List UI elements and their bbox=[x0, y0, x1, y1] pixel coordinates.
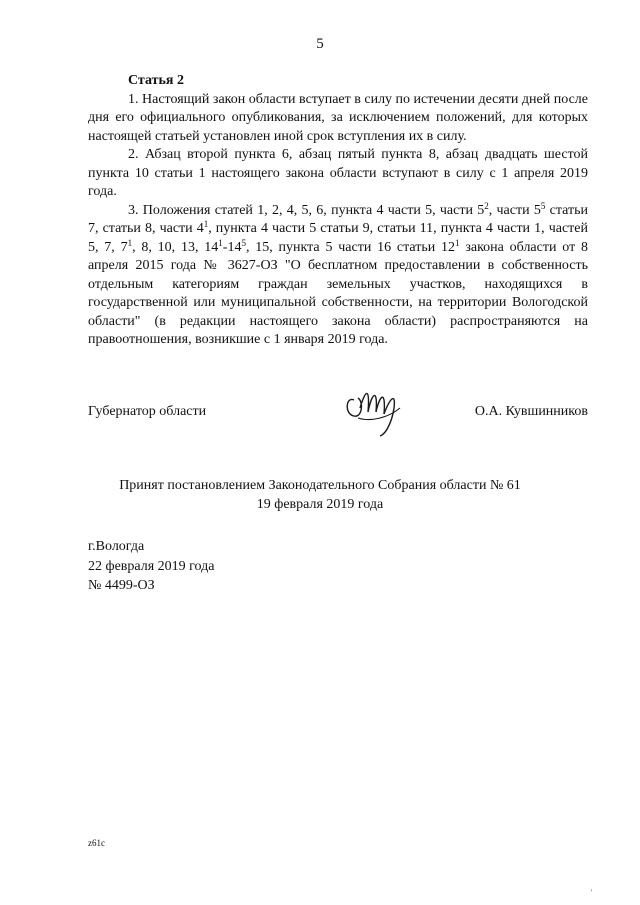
signatory-title: Губернатор области bbox=[88, 404, 207, 419]
corner-mark: ' bbox=[591, 888, 593, 897]
article-paragraph-2: 2. Абзац второй пункта 6, абзац пятый пункта 8, абзац двадцать шестой пункта 10 статьи 1 настоящего закона области вступают в силу с 1 апреля 2019 года. bbox=[88, 147, 588, 199]
article-paragraph-1: 1. Настоящий закон области вступает в силу по истечении десяти дней после дня его официального опубликования, за исключением положений, для которых настоящей статьей установлен иной срок вступления их в силу. bbox=[88, 91, 588, 144]
law-number: № 4499-ОЗ bbox=[88, 578, 155, 593]
p3-superscript-1: 2 bbox=[484, 200, 489, 211]
p3-superscript-4: 1 bbox=[127, 237, 133, 248]
adoption-note bbox=[0, 476, 640, 514]
adoption-line-1: Принят постановлением Законодательного Собрания области № 61 bbox=[119, 478, 521, 493]
signatory-name: О.А. Кувшинников bbox=[474, 404, 588, 419]
p3-text-a: 3. Положения статей 1, 2, 4, 5, 6, пункта 4 части 5, части 5 bbox=[128, 202, 485, 218]
article-body bbox=[88, 72, 588, 350]
p3-superscript-7: 1 bbox=[455, 237, 460, 248]
signature-row bbox=[88, 404, 588, 424]
place-date: 22 февраля 2019 года bbox=[88, 558, 215, 574]
p3-text-c: статьи 7, статьи 8, части 4 bbox=[88, 202, 588, 236]
p3-text-g: , 15, пункта 5 части 16 статьи 12 bbox=[245, 239, 456, 255]
place-city: г.Вологда bbox=[88, 539, 145, 554]
p3-text-b: , части 5 bbox=[488, 202, 541, 218]
p3-text-e: , 8, 10, 13, 14 bbox=[132, 239, 219, 255]
p3-superscript-3: 1 bbox=[203, 219, 209, 229]
p3-superscript-2: 5 bbox=[540, 200, 546, 211]
p3-superscript-6: 5 bbox=[241, 237, 246, 248]
article-paragraph-3 bbox=[88, 202, 588, 350]
p3-text-d: , пункта 4 части 5 статьи 9, статьи 11, пункта 4 части 1, частей 5, 7, 7 bbox=[88, 221, 588, 255]
p3-superscript-5: 1 bbox=[218, 237, 223, 248]
p3-text-h: закона области от 8 апреля 2015 года № 3627-ОЗ "О бесплатном предоставлении в собственность отдельным категориям граждан земельных участков, находящихся в государственной или муниципальной собственности, на территории Вологодской области" (в редакции настоящего закона области) распространяются на правоотношения, возникшие с 1 января 2019 года. bbox=[88, 239, 588, 347]
place-date-block bbox=[88, 537, 215, 596]
page-number: 5 bbox=[316, 36, 324, 52]
adoption-line-2: 19 февраля 2019 года bbox=[256, 497, 384, 512]
footer-code: z61c bbox=[88, 838, 105, 848]
p3-text-f: -14 bbox=[222, 239, 242, 255]
article-heading: Статья 2 bbox=[128, 73, 184, 88]
